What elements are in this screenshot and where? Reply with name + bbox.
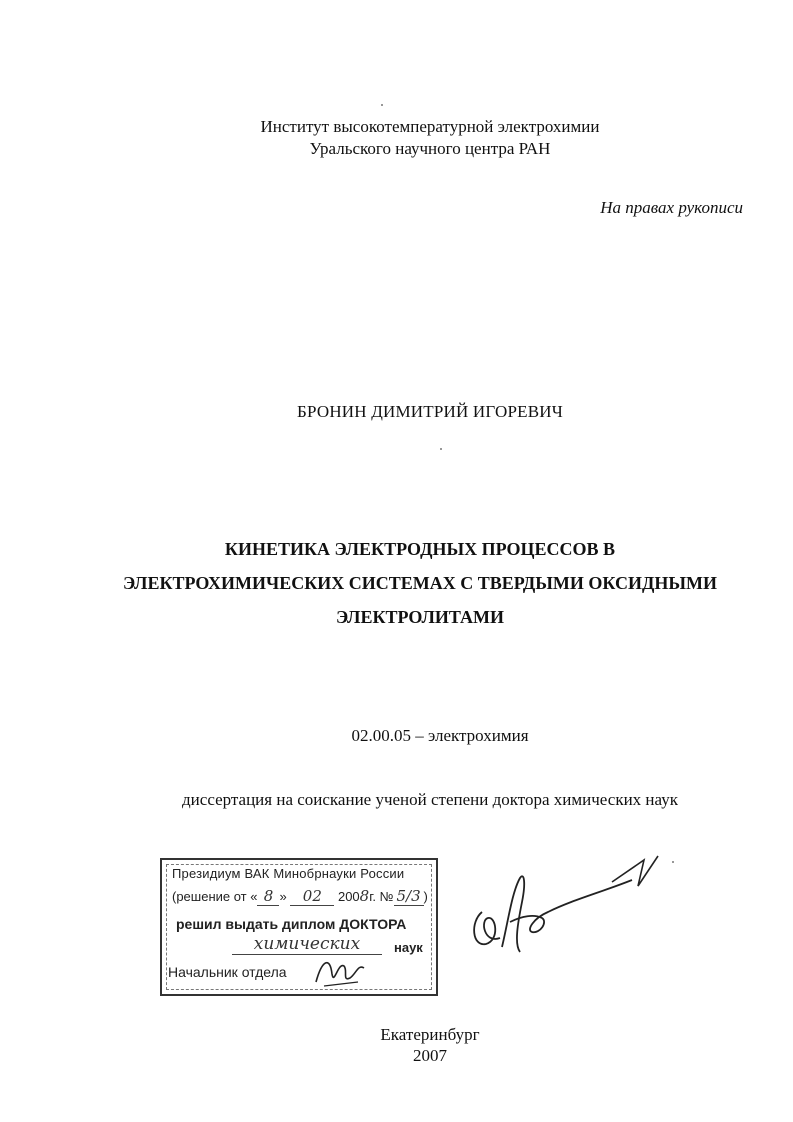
- specialty-code: 02.00.05 – электрохимия: [351, 726, 529, 745]
- stamp-sep: »: [279, 889, 287, 904]
- stamp-month: 02: [290, 887, 334, 906]
- institute-line-2: Уральского научного центра РАН: [309, 139, 551, 158]
- stamp-field-handwritten: химических: [232, 934, 382, 955]
- stamp-decision-prefix: (решение от «: [172, 889, 258, 904]
- stamp-line-presidium: Президиум ВАК Минобрнауки России: [172, 866, 405, 881]
- dissertation-title: [100, 532, 740, 634]
- author-name: БРОНИН ДИМИТРИЙ ИГОРЕВИЧ: [297, 402, 563, 421]
- stamp-line-decision: решил выдать диплом ДОКТОРА: [176, 916, 407, 932]
- stamp-field-suffix: наук: [394, 940, 423, 955]
- scan-speck: [381, 104, 383, 106]
- stamp-day: 8: [257, 887, 279, 906]
- publication-footer: [340, 1024, 520, 1066]
- title-line-2: ЭЛЕКТРОХИМИЧЕСКИХ СИСТЕМАХ С ТВЕРДЫМИ ОКСИДНЫМИ: [122, 573, 718, 593]
- stamp-closing: ): [423, 889, 428, 904]
- stamp-signature-icon: [312, 952, 368, 992]
- stamp-head-label: Начальник отдела: [168, 964, 287, 980]
- stamp-year-unit: г. №: [369, 889, 394, 904]
- stamp-number: 5/3: [394, 887, 424, 906]
- institute-line-1: Институт высокотемпературной электрохимии: [260, 117, 600, 136]
- scan-speck: [440, 448, 442, 450]
- publication-city: Екатеринбург: [380, 1025, 480, 1044]
- publication-year: 2007: [413, 1046, 447, 1065]
- stamp-year-prefix: 200: [337, 889, 360, 904]
- title-line-3: ЭЛЕКТРОЛИТАМИ: [335, 607, 505, 627]
- stamp-decision-line: [172, 887, 428, 906]
- rights-note: На правах рукописи: [600, 198, 743, 217]
- title-line-1: КИНЕТИКА ЭЛЕКТРОДНЫХ ПРОЦЕССОВ В: [224, 539, 616, 559]
- vak-stamp: [160, 858, 438, 996]
- degree-statement: диссертация на соискание ученой степени доктора химических наук: [182, 790, 678, 809]
- institute-header: [200, 116, 660, 160]
- scan-speck: [672, 861, 674, 863]
- author-signature-icon: [462, 852, 672, 967]
- stamp-year-suffix: 8: [359, 887, 370, 905]
